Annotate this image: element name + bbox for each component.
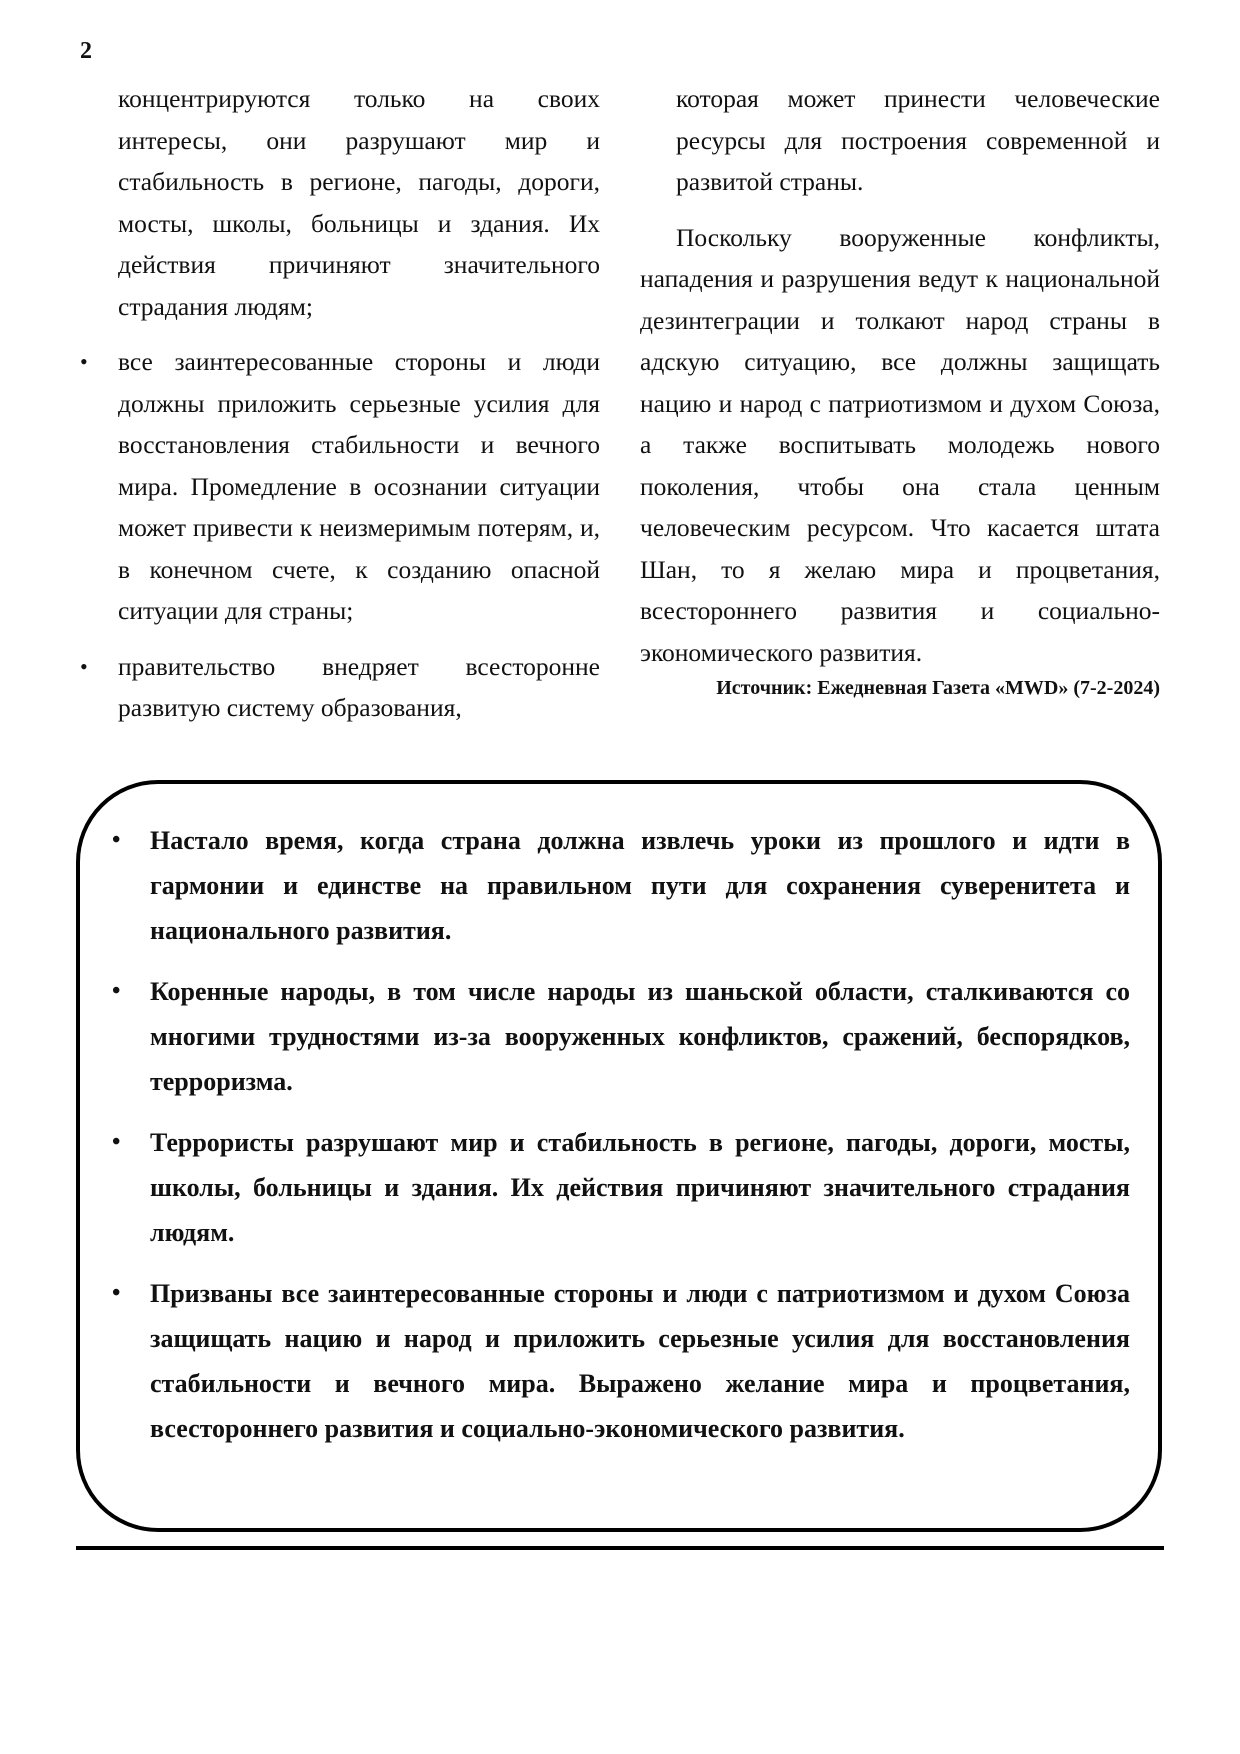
source-citation: Источник: Ежедневная Газета «MWD» (7-2-2024) (716, 677, 1160, 699)
summary-item (112, 1120, 1130, 1255)
bullet-item (80, 646, 600, 729)
bullet-item (80, 341, 600, 632)
footer-divider (76, 1546, 1164, 1550)
bullet-icon: • (112, 827, 121, 853)
bullet-icon: • (112, 1280, 121, 1306)
bullet-icon: • (112, 978, 121, 1004)
summary-text: Коренные народы, в том числе народы из шаньской области, сталкиваются со многими трудностями из-за вооруженных конфликтов, сражений, беспорядков, терроризма. (150, 977, 1130, 1096)
page-number: 2 (80, 38, 92, 64)
summary-item (112, 818, 1130, 953)
bullet-icon: • (112, 1129, 121, 1155)
summary-item (112, 969, 1130, 1104)
bullet-icon: • (80, 349, 88, 374)
paragraph-continued: которая может принести человеческие ресурсы для построения современной и развитой страны. (676, 84, 1160, 196)
bullet-text: все заинтересованные стороны и люди должны приложить серьезные усилия для восстановления стабильности и вечного мира. Промедление в осознании ситуации может привести к неизмеримым потерям, и, в конечном счете, к созданию опасной ситуации для страны; (118, 347, 600, 625)
bullet-icon: • (80, 653, 88, 679)
bullet-text: правительство внедряет всесторонне развитую систему образования, (118, 651, 600, 722)
left-column (80, 78, 600, 729)
summary-list (112, 818, 1130, 1467)
summary-text: Призваны все заинтересованные стороны и люди с патриотизмом и духом Союза защищать нацию и народ и приложить серьезные усилия для восстановления стабильности и вечного мира. Выражено желание мира и процветания, всестороннего развития и социально-экономического развития. (150, 1279, 1130, 1443)
summary-item (112, 1271, 1130, 1451)
paragraph-continued: концентрируются только на своих интересы, они разрушают мир и стабильность в регионе, пагоды, дороги, мосты, школы, больницы и здания. Их действия причиняют значительного страдания людям; (118, 84, 600, 321)
summary-text: Террористы разрушают мир и стабильность в регионе, пагоды, дороги, мосты, школы, больницы и здания. Их действия причиняют значительного страдания людям. (150, 1128, 1130, 1247)
summary-text: Настало время, когда страна должна извлечь уроки из прошлого и идти в гармонии и единстве на правильном пути для сохранения суверенитета и национального развития. (150, 826, 1130, 945)
paragraph: Поскольку вооруженные конфликты, нападения и разрушения ведут к национальной дезинтеграции и толкают народ страны в адскую ситуацию, все должны защищать нацию и народ с патриотизмом и духом Союза, а также воспитывать молодежь нового поколения, чтобы она стала ценным человеческим ресурсом. Что касается штата Шан, то я желаю мира и процветания, всестороннего развития и социально-экономического развития. (640, 222, 1160, 667)
right-column (640, 78, 1160, 703)
